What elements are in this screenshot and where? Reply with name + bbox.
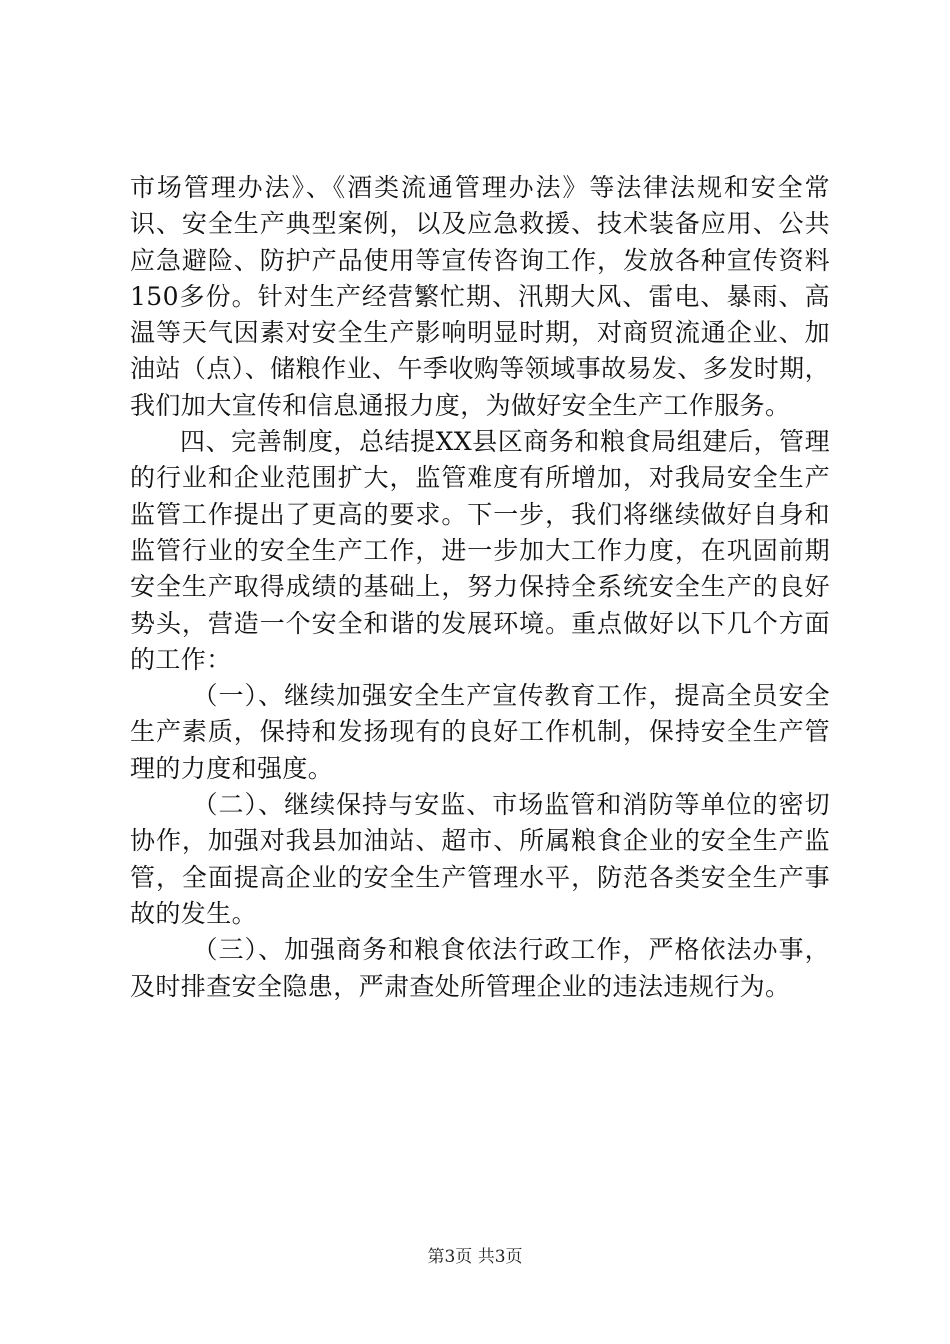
paragraph-item-two: （二）、继续保持与安监、市场监管和消防等单位的密切协作，加强对我县加油站、超市、所属粮食企业的安全生产监管，全面提高企业的安全生产管理水平，防范各类安全生产事故的发生。 <box>130 790 830 928</box>
paragraph-item-three: （三）、加强商务和粮食依法行政工作，严格依法办事，及时排查安全隐患，严肃查处所管理企业的违法违规行为。 <box>130 935 830 1001</box>
paragraph-section-four: 四、完善制度，总结提XX县区商务和粮食局组建后，管理的行业和企业范围扩大，监管难度有所增加，对我局安全生产监管工作提出了更高的要求。下一步，我们将继续做好自身和监管行业的安全生产工作，进一步加大工作力度，在巩固前期安全生产取得成绩的基础上，努力保持全系统安全生产的良好势头，营造一个安全和谐的发展环境。重点做好以下几个方面的工作： <box>130 427 830 674</box>
page-footer: 第3页 共3页 <box>427 1247 523 1267</box>
paragraph-item-one: （一）、继续加强安全生产宣传教育工作，提高全员安全生产素质，保持和发扬现有的良好工作机制，保持安全生产管理的力度和强度。 <box>130 681 830 783</box>
paragraph-continued: 市场管理办法》、《酒类流通管理办法》等法律法规和安全常识、安全生产典型案例，以及应急救援、技术装备应用、公共应急避险、防护产品使用等宣传咨询工作，发放各种宣传资料150多份。针对生产经营繁忙期、汛期大风、雷电、暴雨、高温等天气因素对安全生产影响明显时期，对商贸流通企业、加油站（点）、储粮作业、午季收购等领域事故易发、多发时期，我们加大宣传和信息通报力度，为做好安全生产工作服务。 <box>130 173 830 420</box>
document-body <box>130 170 830 1005</box>
